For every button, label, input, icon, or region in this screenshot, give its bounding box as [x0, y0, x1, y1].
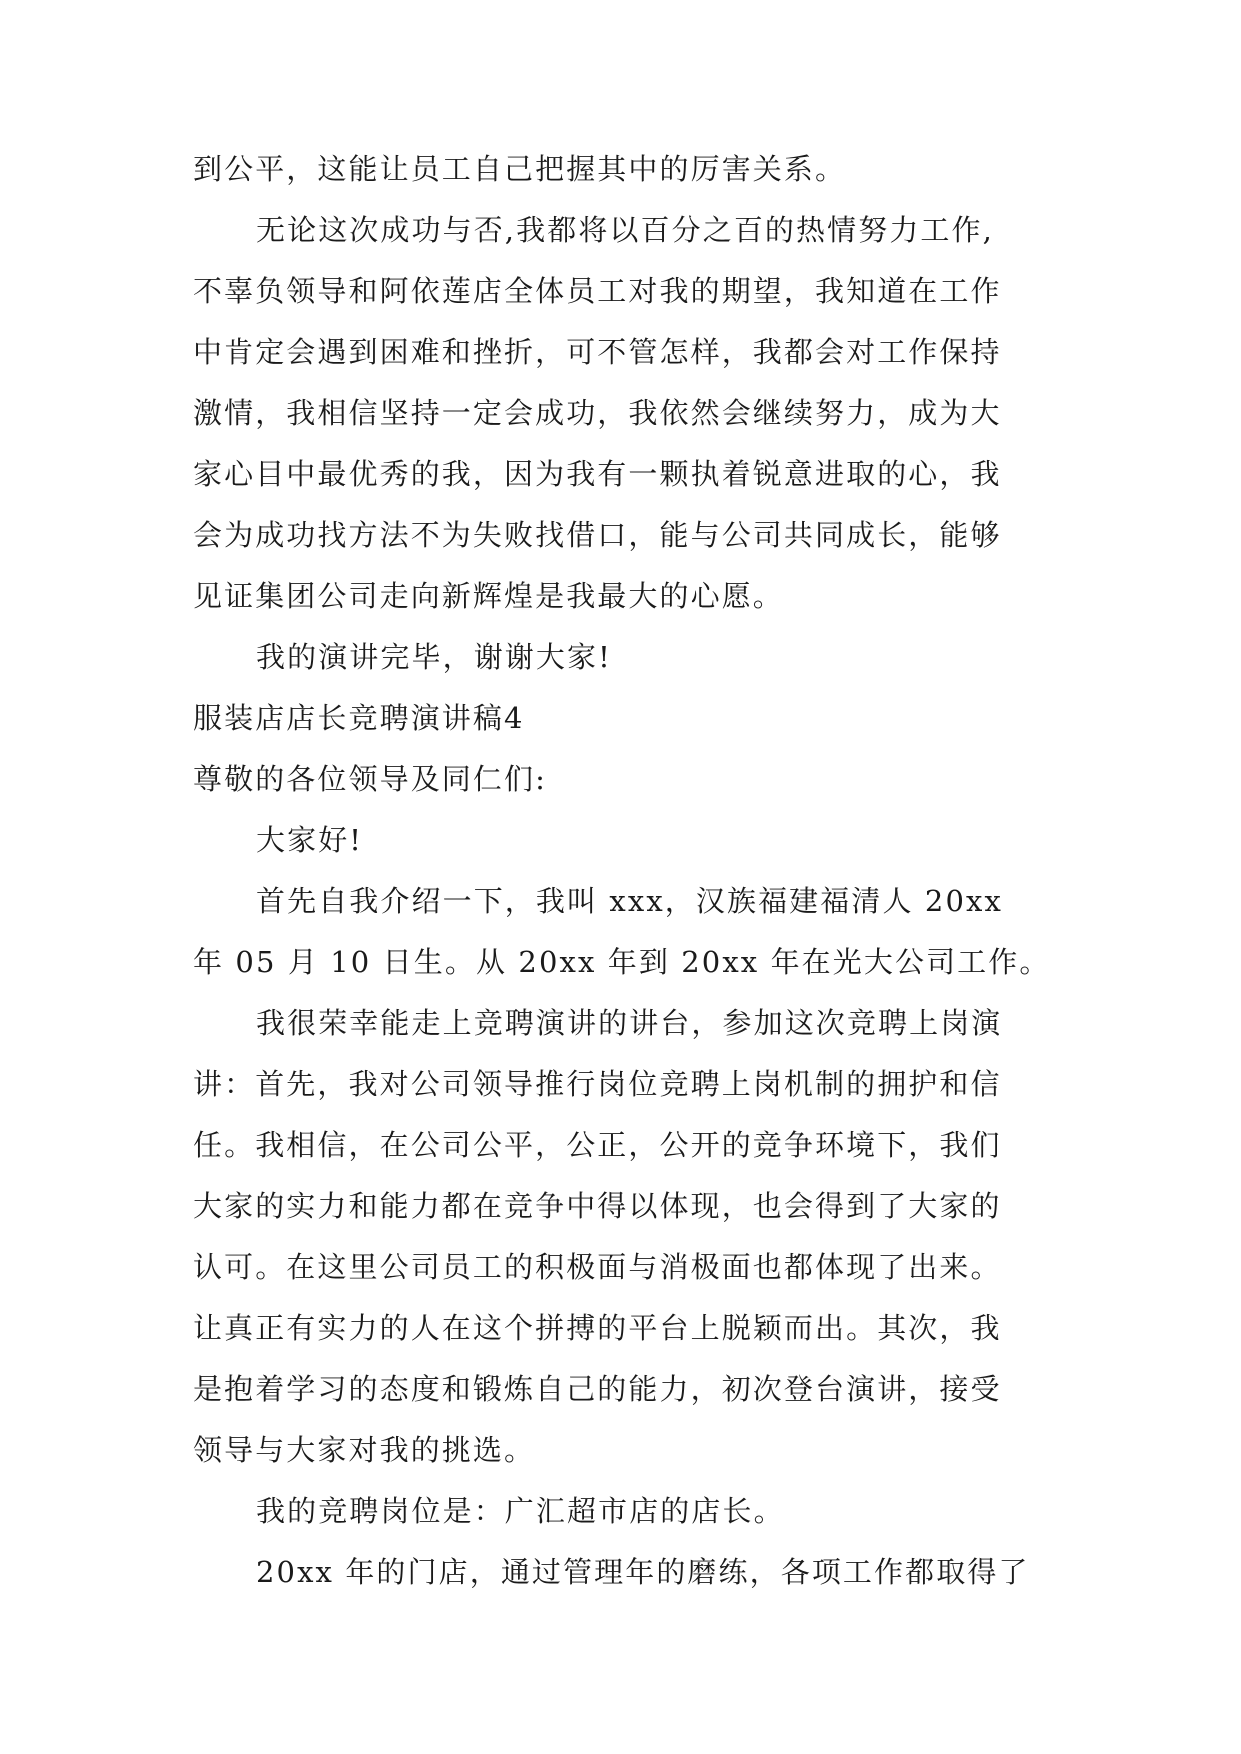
paragraph-line: 大家的实力和能力都在竞争中得以体现，也会得到了大家的	[193, 1189, 1002, 1223]
paragraph-line: 不辜负领导和阿依莲店全体员工对我的期望，我知道在工作	[193, 274, 1002, 308]
paragraph-line: 我很荣幸能走上竞聘演讲的讲台，参加这次竞聘上岗演	[256, 1006, 1003, 1040]
paragraph-line: 我的竞聘岗位是：广汇超市店的店长。	[256, 1494, 785, 1528]
salutation: 尊敬的各位领导及同仁们:	[193, 762, 547, 796]
paragraph-line: 20xx 年的门店，通过管理年的磨练，各项工作都取得了	[256, 1555, 1030, 1589]
paragraph-line: 年 05 月 10 日生。从 20xx 年到 20xx 年在光大公司工作。	[193, 945, 1051, 979]
paragraph-line: 家心目中最优秀的我，因为我有一颗执着锐意进取的心，我	[193, 457, 1002, 491]
paragraph-line: 认可。在这里公司员工的积极面与消极面也都体现了出来。	[193, 1250, 1002, 1284]
paragraph-line: 首先自我介绍一下，我叫 xxx，汉族福建福清人 20xx	[256, 884, 1003, 918]
closing-line: 我的演讲完毕，谢谢大家!	[256, 640, 612, 674]
paragraph-line: 到公平，这能让员工自己把握其中的厉害关系。	[193, 152, 847, 186]
paragraph-line: 会为成功找方法不为失败找借口，能与公司共同成长，能够	[193, 518, 1002, 552]
paragraph-line: 中肯定会遇到困难和挫折，可不管怎样，我都会对工作保持	[193, 335, 1002, 369]
paragraph-line: 领导与大家对我的挑选。	[193, 1433, 536, 1467]
greeting: 大家好!	[256, 823, 364, 857]
paragraph-line: 是抱着学习的态度和锻炼自己的能力，初次登台演讲，接受	[193, 1372, 1002, 1406]
paragraph-line: 让真正有实力的人在这个拼搏的平台上脱颖而出。其次，我	[193, 1311, 1002, 1345]
paragraph-line: 见证集团公司走向新辉煌是我最大的心愿。	[193, 579, 784, 613]
paragraph-line: 任。我相信，在公司公平，公正，公开的竞争环境下，我们	[193, 1128, 1002, 1162]
paragraph-line: 激情，我相信坚持一定会成功，我依然会继续努力，成为大	[193, 396, 1002, 430]
section-title: 服装店店长竞聘演讲稿4	[193, 701, 525, 735]
paragraph-line: 讲：首先，我对公司领导推行岗位竞聘上岗机制的拥护和信	[193, 1067, 1002, 1101]
paragraph-line: 无论这次成功与否,我都将以百分之百的热情努力工作,	[256, 213, 994, 247]
